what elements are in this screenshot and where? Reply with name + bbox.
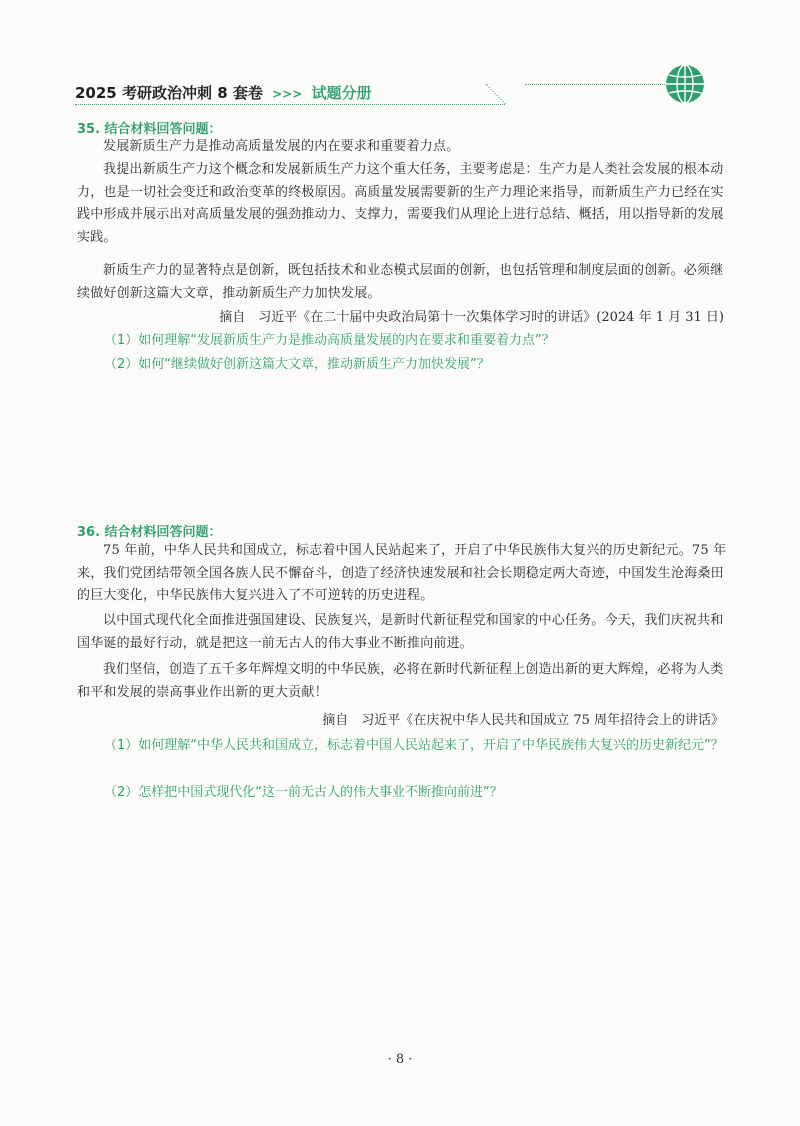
page-number: · 8 ·	[387, 1052, 413, 1067]
question-36-paragraph-3: 我们坚信，创造了五千多年辉煌文明的中华民族，必将在新时代新征程上创造出新的更大辉煌，必将为人类和平和发展的崇高事业作出新的更大贡献！	[77, 662, 724, 700]
question-36-source: 摘自 习近平《在庆祝中华人民共和国成立 75 周年招待会上的讲话》	[322, 713, 724, 728]
header-divider	[75, 104, 505, 105]
question-35-paragraph-2: 我提出新质生产力这个概念和发展新质生产力这个重大任务，主要考虑是：生产力是人类社会发展的根本动力，也是一切社会变迁和政治变革的终极原因。高质量发展需要新的生产力理论来指导，而新质生产力已经在实践中形成并展示出对高质量发展的强劲推动力、支撑力，需要我们从理论上进行总结、概括，用以指导新的发展实践。	[77, 162, 724, 245]
question-35-sub-question-1: （1）如何理解“发展新质生产力是推动高质量发展的内在要求和重要着力点”？	[104, 333, 555, 348]
header-divider-slant	[485, 84, 528, 104]
question-36-paragraph-2: 以中国式现代化全面推进强国建设、民族复兴，是新时代新征程党和国家的中心任务。今天，我们庆祝共和国华诞的最好行动，就是把这一前无古人的伟大事业不断推向前进。	[77, 613, 724, 651]
question-35-title: 35. 结合材料回答问题：	[77, 122, 222, 137]
header-arrows: >>>	[272, 87, 303, 101]
header-subtitle: 试题分册	[311, 84, 372, 102]
question-36-title: 36. 结合材料回答问题：	[77, 525, 222, 540]
question-35-paragraph-3: 新质生产力的显著特点是创新，既包括技术和业态模式层面的创新，也包括管理和制度层面的创新。必须继续做好创新这篇大文章，推动新质生产力加快发展。	[77, 263, 724, 301]
question-36-sub-question-2: （2）怎样把中国式现代化“这一前无古人的伟大事业不断推向前进”？	[104, 785, 503, 800]
globe-icon	[664, 63, 706, 105]
question-36-sub-question-1: （1）如何理解“中华人民共和国成立，标志着中国人民站起来了，开启了中华民族伟大复兴的历史新纪元”？	[104, 738, 724, 753]
question-35-paragraph-1: 发展新质生产力是推动高质量发展的内在要求和重要着力点。	[103, 139, 460, 154]
header-book-title: 2025 考研政治冲刺 8 套卷	[75, 84, 263, 102]
question-35-sub-question-2: （2）如何“继续做好创新这篇大文章，推动新质生产力加快发展”？	[104, 357, 490, 372]
question-35-source: 摘自 习近平《在二十届中央政治局第十一次集体学习时的讲话》(2024 年 1 月 31 日)	[219, 310, 724, 325]
header-title	[75, 82, 372, 103]
question-36-paragraph-1: 75 年前，中华人民共和国成立，标志着中国人民站起来了，开启了中华民族伟大复兴的历史新纪元。75 年来，我们党团结带领全国各族人民不懈奋斗，创造了经济快速发展和社会长期稳定两大奇迹，中国发生沧海桑田的巨大变化，中华民族伟大复兴进入了不可逆转的历史进程。	[77, 543, 727, 603]
header-divider-upper	[525, 84, 685, 85]
page-header	[75, 78, 725, 108]
